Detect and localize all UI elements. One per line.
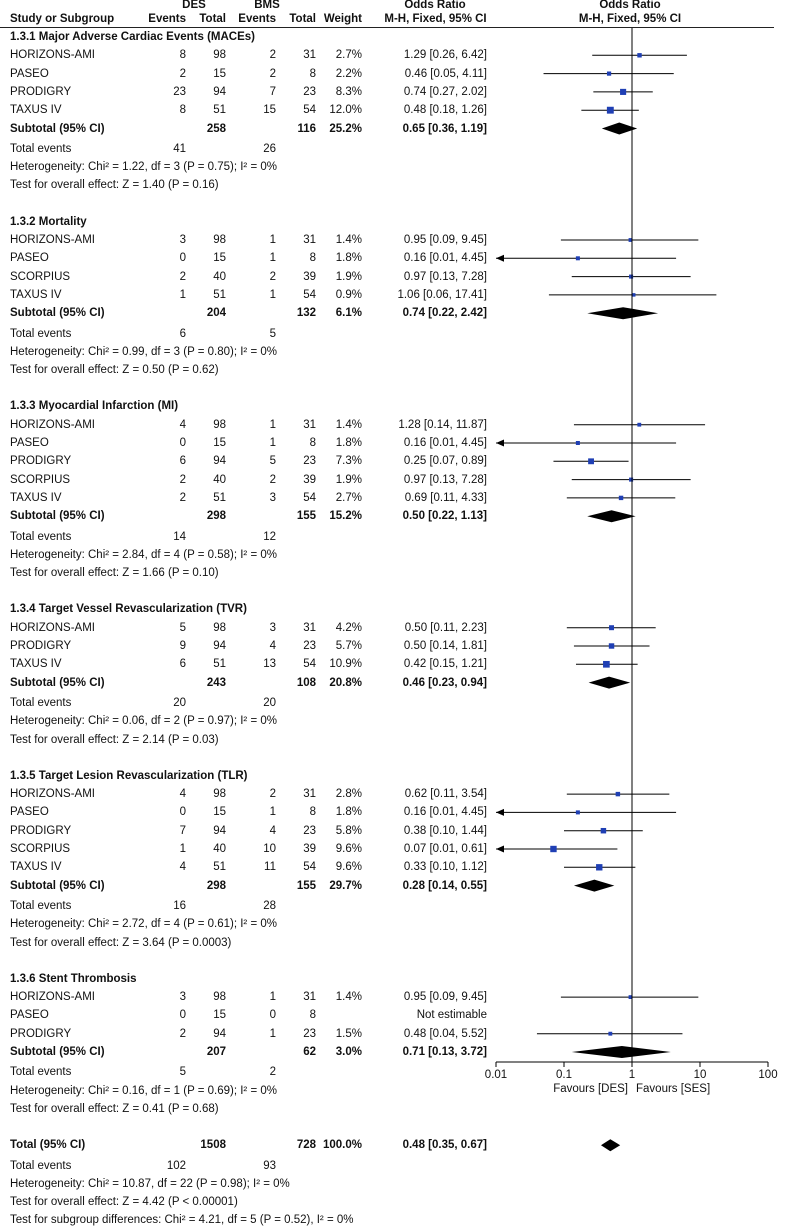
cell-w: 29.7% [329, 879, 362, 892]
point-estimate-square [607, 107, 614, 114]
study-name: PRODIGRY [10, 824, 72, 837]
subtotal-ci: 0.46 [0.23, 0.94] [402, 676, 487, 689]
cell-w: 2.7% [335, 49, 362, 62]
total-events-label: Total events [10, 696, 72, 709]
overall-effect-text: Test for overall effect: Z = 2.14 (P = 0.03) [10, 733, 219, 746]
study-ci: 1.29 [0.26, 6.42] [403, 49, 487, 62]
study-ci: 0.62 [0.11, 3.54] [404, 788, 487, 801]
cell-w: 10.9% [329, 658, 362, 671]
favours-right-label: Favours [SES] [636, 1083, 711, 1095]
cell-w: 1.4% [335, 234, 362, 246]
point-estimate-square [637, 423, 641, 427]
cell-e2: 2 [269, 1066, 276, 1079]
cell-n2: 8 [309, 1009, 316, 1022]
cell-e2: 2 [269, 473, 276, 486]
cell-n2: 132 [296, 307, 316, 320]
cell-e1: 2 [179, 67, 186, 80]
x-tick-label: 0.01 [484, 1069, 508, 1081]
cell-n2: 8 [309, 806, 316, 819]
cell-n2: 54 [303, 491, 316, 504]
cell-e2: 26 [263, 142, 276, 155]
subtotal-diamond [589, 677, 631, 689]
cell-n1: 98 [213, 234, 226, 246]
study-name: HORIZONS-AMI [10, 418, 95, 431]
point-estimate-square [629, 275, 633, 279]
study-name: TAXUS IV [10, 104, 62, 117]
header-method-right: M-H, Fixed, 95% CI [578, 13, 682, 25]
subtotal-diamond [587, 307, 658, 319]
study-ci: 0.50 [0.14, 1.81] [403, 640, 487, 652]
study-ci: 0.16 [0.01, 4.45] [403, 806, 487, 819]
cell-n1: 94 [213, 1027, 226, 1040]
heterogeneity-text: Heterogeneity: Chi² = 2.84, df = 4 (P = 0.58); I² = 0% [10, 548, 277, 561]
cell-w: 1.9% [335, 473, 362, 486]
cell-n2: 108 [296, 676, 316, 689]
cell-w: 2.8% [335, 788, 362, 801]
cell-e1: 2 [179, 491, 186, 504]
cell-e2: 2 [269, 67, 276, 80]
subtotal-label: Subtotal (95% CI) [10, 1046, 105, 1058]
cell-n2: 155 [296, 879, 316, 892]
point-estimate-square [609, 643, 614, 648]
ci-arrow-left [496, 809, 504, 816]
group-title: 1.3.2 Mortality [10, 215, 87, 228]
cell-e1: 0 [179, 1009, 186, 1022]
total-label: Total (95% CI) [10, 1139, 86, 1152]
point-estimate-square [616, 792, 620, 796]
study-name: HORIZONS-AMI [10, 788, 95, 801]
cell-e2: 2 [269, 49, 276, 62]
cell-e2: 5 [269, 455, 276, 468]
group-title: 1.3.5 Target Lesion Revascularization (TLR) [10, 769, 248, 782]
group-title: 1.3.6 Stent Thrombosis [10, 972, 137, 985]
ci-arrow-left [496, 846, 504, 853]
cell-n1: 98 [213, 788, 226, 801]
study-name: SCORPIUS [10, 473, 71, 486]
study-name: PASEO [10, 67, 49, 80]
study-ci: 0.33 [0.10, 1.12] [403, 861, 487, 874]
subgroup-diff-text: Test for subgroup differences: Chi² = 4.21, df = 5 (P = 0.52), I² = 0% [10, 1214, 354, 1227]
cell-w: 7.3% [335, 455, 362, 468]
cell-e1: 102 [166, 1159, 186, 1172]
study-ci: 0.95 [0.09, 9.45] [403, 234, 487, 246]
cell-w: 2.7% [335, 491, 362, 504]
study-name: PRODIGRY [10, 455, 72, 468]
cell-n2: 54 [303, 104, 316, 117]
study-ci: 0.48 [0.04, 5.52] [403, 1027, 487, 1040]
cell-w: 25.2% [329, 122, 362, 135]
cell-n2: 31 [303, 418, 316, 431]
study-name: PASEO [10, 1009, 49, 1022]
cell-e1: 2 [179, 1027, 186, 1040]
study-name: PASEO [10, 252, 49, 265]
cell-w: 0.9% [335, 288, 362, 301]
cell-e1: 8 [179, 49, 186, 62]
study-ci: 0.38 [0.10, 1.44] [403, 824, 487, 837]
cell-e2: 1 [269, 418, 276, 431]
cell-e1: 41 [173, 142, 186, 155]
cell-n1: 1508 [200, 1139, 226, 1152]
cell-e1: 0 [179, 437, 186, 449]
study-ci: 1.28 [0.14, 11.87] [398, 418, 487, 431]
cell-e1: 5 [179, 1066, 186, 1079]
cell-e2: 1 [269, 252, 276, 265]
cell-w: 1.8% [335, 806, 362, 819]
cell-e1: 4 [179, 788, 186, 801]
cell-w: 1.8% [335, 437, 362, 449]
cell-n1: 51 [213, 658, 226, 671]
cell-n2: 31 [303, 788, 316, 801]
cell-w: 3.0% [335, 1046, 362, 1058]
overall-effect-text: Test for overall effect: Z = 0.50 (P = 0.62) [10, 364, 219, 377]
total-events-label: Total events [10, 142, 72, 155]
study-name: HORIZONS-AMI [10, 234, 95, 246]
ci-arrow-left [496, 255, 504, 262]
cell-n1: 51 [213, 104, 226, 117]
point-estimate-square [632, 293, 635, 296]
cell-n1: 15 [213, 252, 226, 265]
cell-n1: 258 [206, 122, 226, 135]
cell-n2: 23 [303, 85, 316, 98]
study-name: PASEO [10, 806, 49, 819]
header-or-left: Odds Ratio [404, 0, 466, 11]
study-name: SCORPIUS [10, 843, 71, 855]
cell-e1: 4 [179, 861, 186, 874]
cell-n1: 98 [213, 418, 226, 431]
cell-n1: 98 [213, 991, 226, 1004]
study-name: TAXUS IV [10, 658, 62, 671]
cell-w: 9.6% [335, 861, 362, 874]
cell-w: 6.1% [335, 307, 362, 320]
total-diamond [601, 1139, 620, 1151]
study-name: PRODIGRY [10, 1027, 72, 1040]
point-estimate-square [576, 441, 580, 445]
study-ci: 0.16 [0.01, 4.45] [403, 437, 487, 449]
cell-e2: 20 [263, 696, 276, 709]
x-tick-label: 100 [758, 1069, 778, 1081]
header-method-left: M-H, Fixed, 95% CI [384, 13, 487, 25]
total-ci: 0.48 [0.35, 0.67] [402, 1139, 487, 1152]
cell-n2: 39 [303, 843, 316, 855]
cell-n1: 51 [213, 288, 226, 301]
cell-e1: 4 [179, 418, 186, 431]
cell-e1: 1 [179, 288, 186, 301]
subtotal-diamond [587, 510, 635, 522]
cell-n2: 39 [303, 473, 316, 486]
cell-e1: 20 [173, 696, 186, 709]
study-name: PASEO [10, 437, 49, 449]
point-estimate-square [629, 478, 633, 482]
cell-n2: 155 [296, 510, 316, 523]
study-ci: 0.74 [0.27, 2.02] [403, 85, 487, 98]
ci-arrow-left [496, 440, 504, 447]
study-name: SCORPIUS [10, 270, 71, 283]
cell-n2: 116 [297, 122, 316, 135]
header-des: DES [182, 0, 206, 11]
cell-e2: 1 [269, 806, 276, 819]
subtotal-label: Subtotal (95% CI) [10, 307, 105, 320]
cell-e2: 1 [269, 991, 276, 1004]
cell-n2: 31 [303, 621, 316, 634]
overall-effect-text: Test for overall effect: Z = 4.42 (P < 0.00001) [10, 1196, 238, 1209]
point-estimate-square [550, 846, 556, 852]
subtotal-label: Subtotal (95% CI) [10, 122, 105, 135]
overall-effect-text: Test for overall effect: Z = 0.41 (P = 0.68) [10, 1102, 219, 1115]
group-title: 1.3.4 Target Vessel Revascularization (TVR) [10, 603, 247, 616]
header-bms: BMS [254, 0, 280, 11]
cell-n2: 54 [303, 861, 316, 874]
cell-e2: 2 [269, 788, 276, 801]
cell-e1: 14 [173, 530, 186, 543]
cell-e2: 1 [269, 234, 276, 246]
cell-w: 2.2% [335, 67, 362, 80]
cell-w: 12.0% [329, 104, 362, 117]
cell-n1: 15 [213, 806, 226, 819]
header-total-bms: Total [289, 13, 316, 25]
cell-e2: 12 [263, 530, 276, 543]
cell-n2: 23 [303, 455, 316, 468]
cell-e2: 0 [269, 1009, 276, 1022]
study-ci: 0.07 [0.01, 0.61] [403, 843, 487, 855]
cell-n1: 51 [213, 861, 226, 874]
header-or-right: Odds Ratio [599, 0, 661, 11]
cell-e2: 5 [269, 327, 276, 340]
total-events-label: Total events [10, 1159, 72, 1172]
total-events-label: Total events [10, 530, 72, 543]
cell-n1: 243 [206, 676, 226, 689]
subtotal-diamond [572, 1046, 671, 1058]
cell-n1: 207 [206, 1046, 226, 1058]
group-title: 1.3.3 Myocardial Infarction (MI) [10, 400, 179, 413]
subtotal-label: Subtotal (95% CI) [10, 510, 105, 523]
heterogeneity-text: Heterogeneity: Chi² = 1.22, df = 3 (P = 0.75); I² = 0% [10, 161, 277, 174]
cell-e2: 4 [269, 824, 276, 837]
cell-e1: 16 [173, 899, 186, 912]
cell-w: 1.4% [335, 418, 362, 431]
study-ci: 0.42 [0.15, 1.21] [403, 658, 487, 671]
cell-n1: 204 [206, 307, 226, 320]
study-ci: 0.16 [0.01, 4.45] [403, 252, 487, 265]
cell-n1: 15 [213, 67, 226, 80]
cell-n2: 8 [309, 437, 316, 449]
header-study: Study or Subgroup [10, 13, 115, 25]
cell-n2: 31 [303, 991, 316, 1004]
cell-n1: 98 [213, 49, 226, 62]
study-name: TAXUS IV [10, 491, 62, 504]
point-estimate-square [619, 496, 623, 500]
cell-e1: 7 [179, 824, 186, 837]
cell-e2: 3 [269, 621, 276, 634]
study-name: TAXUS IV [10, 288, 62, 301]
cell-e2: 7 [269, 85, 276, 98]
cell-e2: 1 [269, 288, 276, 301]
cell-e1: 6 [179, 658, 186, 671]
cell-e1: 0 [179, 806, 186, 819]
study-name: PRODIGRY [10, 640, 72, 652]
point-estimate-square [637, 53, 641, 57]
point-estimate-square [596, 864, 602, 870]
cell-n2: 39 [303, 270, 316, 283]
cell-e1: 6 [179, 455, 186, 468]
cell-e1: 23 [173, 85, 186, 98]
header-total-des: Total [199, 13, 226, 25]
cell-n2: 54 [303, 288, 316, 301]
subtotal-ci: 0.65 [0.36, 1.19] [402, 122, 487, 135]
cell-w: 4.2% [335, 621, 362, 634]
cell-n1: 51 [213, 491, 226, 504]
cell-n1: 94 [213, 455, 226, 468]
point-estimate-square [576, 810, 580, 814]
cell-n1: 40 [213, 843, 226, 855]
cell-n2: 31 [303, 49, 316, 62]
point-estimate-square [607, 71, 611, 75]
heterogeneity-text: Heterogeneity: Chi² = 10.87, df = 22 (P = 0.98); I² = 0% [10, 1177, 290, 1190]
subtotal-ci: 0.28 [0.14, 0.55] [402, 879, 487, 892]
cell-n2: 31 [303, 234, 316, 246]
header-weight: Weight [323, 13, 362, 25]
subtotal-ci: 0.50 [0.22, 1.13] [402, 510, 487, 523]
cell-e1: 5 [179, 621, 186, 634]
subtotal-ci: 0.71 [0.13, 3.72] [402, 1046, 487, 1058]
heterogeneity-text: Heterogeneity: Chi² = 0.99, df = 3 (P = 0.80); I² = 0% [10, 345, 277, 358]
x-tick-label: 1 [628, 1069, 636, 1081]
cell-w: 100.0% [322, 1139, 362, 1152]
subtotal-ci: 0.74 [0.22, 2.42] [402, 307, 487, 320]
cell-n2: 728 [296, 1139, 316, 1152]
cell-e2: 93 [263, 1159, 276, 1172]
study-ci: 1.06 [0.06, 17.41] [397, 288, 487, 301]
cell-n2: 8 [309, 252, 316, 265]
overall-effect-text: Test for overall effect: Z = 3.64 (P = 0.0003) [10, 936, 232, 949]
cell-e1: 3 [179, 234, 186, 246]
heterogeneity-text: Heterogeneity: Chi² = 0.06, df = 2 (P = 0.97); I² = 0% [10, 715, 277, 728]
cell-e1: 2 [179, 473, 186, 486]
cell-e2: 11 [264, 861, 276, 874]
cell-e2: 13 [263, 658, 276, 671]
cell-n2: 23 [303, 640, 316, 652]
cell-n2: 8 [309, 67, 316, 80]
cell-e2: 1 [269, 1027, 276, 1040]
study-ci: 0.97 [0.13, 7.28] [403, 473, 487, 486]
cell-n1: 15 [213, 437, 226, 449]
cell-w: 8.3% [335, 85, 362, 98]
x-tick-label: 10 [693, 1069, 707, 1081]
cell-e2: 3 [269, 491, 276, 504]
point-estimate-square [576, 256, 580, 260]
cell-e2: 1 [269, 437, 276, 449]
study-ci: 0.46 [0.05, 4.11] [404, 67, 487, 80]
cell-w: 1.4% [335, 991, 362, 1004]
header-events-bms: Events [238, 13, 276, 25]
cell-w: 9.6% [335, 843, 362, 855]
cell-e1: 6 [179, 327, 186, 340]
cell-w: 1.9% [335, 270, 362, 283]
cell-e2: 28 [263, 899, 276, 912]
cell-w: 1.5% [335, 1027, 362, 1040]
total-events-label: Total events [10, 327, 72, 340]
cell-n1: 40 [213, 473, 226, 486]
cell-n1: 298 [206, 879, 226, 892]
cell-e1: 9 [179, 640, 186, 652]
overall-effect-text: Test for overall effect: Z = 1.66 (P = 0.10) [10, 567, 219, 580]
cell-e2: 2 [269, 270, 276, 283]
cell-w: 20.8% [329, 676, 362, 689]
heterogeneity-text: Heterogeneity: Chi² = 0.16, df = 1 (P = 0.69); I² = 0% [10, 1084, 277, 1097]
study-name: HORIZONS-AMI [10, 991, 95, 1004]
study-ci: Not estimable [416, 1009, 487, 1022]
study-name: HORIZONS-AMI [10, 621, 95, 634]
study-name: PRODIGRY [10, 85, 72, 98]
cell-n1: 98 [213, 621, 226, 634]
subtotal-label: Subtotal (95% CI) [10, 676, 105, 689]
cell-n2: 62 [303, 1046, 316, 1058]
point-estimate-square [608, 1032, 612, 1036]
subtotal-diamond [574, 880, 614, 892]
cell-n1: 298 [206, 510, 226, 523]
study-ci: 0.95 [0.09, 9.45] [403, 991, 487, 1004]
point-estimate-square [601, 828, 606, 833]
cell-n2: 23 [303, 824, 316, 837]
cell-w: 1.8% [335, 252, 362, 265]
cell-e1: 2 [179, 270, 186, 283]
study-ci: 0.48 [0.18, 1.26] [403, 104, 487, 117]
cell-n2: 23 [303, 1027, 316, 1040]
cell-e2: 10 [263, 843, 276, 855]
cell-n1: 40 [213, 270, 226, 283]
cell-e1: 8 [179, 104, 186, 117]
study-ci: 0.50 [0.11, 2.23] [404, 621, 487, 634]
heterogeneity-text: Heterogeneity: Chi² = 2.72, df = 4 (P = 0.61); I² = 0% [10, 918, 277, 931]
point-estimate-square [609, 625, 614, 630]
overall-effect-text: Test for overall effect: Z = 1.40 (P = 0.16) [10, 179, 219, 192]
study-name: TAXUS IV [10, 861, 62, 874]
cell-n1: 94 [213, 640, 226, 652]
cell-n1: 94 [213, 824, 226, 837]
cell-e1: 3 [179, 991, 186, 1004]
x-tick-label: 0.1 [556, 1069, 572, 1081]
cell-e1: 0 [179, 252, 186, 265]
cell-n1: 15 [213, 1009, 226, 1022]
cell-e2: 4 [269, 640, 276, 652]
subtotal-label: Subtotal (95% CI) [10, 879, 105, 892]
group-title: 1.3.1 Major Adverse Cardiac Events (MACEs) [10, 31, 255, 43]
cell-n1: 94 [213, 85, 226, 98]
study-ci: 0.97 [0.13, 7.28] [403, 270, 487, 283]
header-events-des: Events [148, 13, 186, 25]
cell-e1: 1 [179, 843, 186, 855]
cell-w: 5.8% [335, 824, 362, 837]
favours-left-label: Favours [DES] [553, 1083, 628, 1095]
study-name: HORIZONS-AMI [10, 49, 95, 62]
total-events-label: Total events [10, 1066, 72, 1079]
cell-w: 15.2% [329, 510, 362, 523]
cell-w: 5.7% [335, 640, 362, 652]
study-ci: 0.69 [0.11, 4.33] [404, 491, 487, 504]
total-events-label: Total events [10, 899, 72, 912]
point-estimate-square [603, 661, 610, 668]
point-estimate-square [588, 458, 594, 464]
cell-n2: 54 [303, 658, 316, 671]
study-ci: 0.25 [0.07, 0.89] [403, 455, 487, 468]
point-estimate-square [620, 89, 626, 95]
cell-e2: 15 [263, 104, 276, 117]
